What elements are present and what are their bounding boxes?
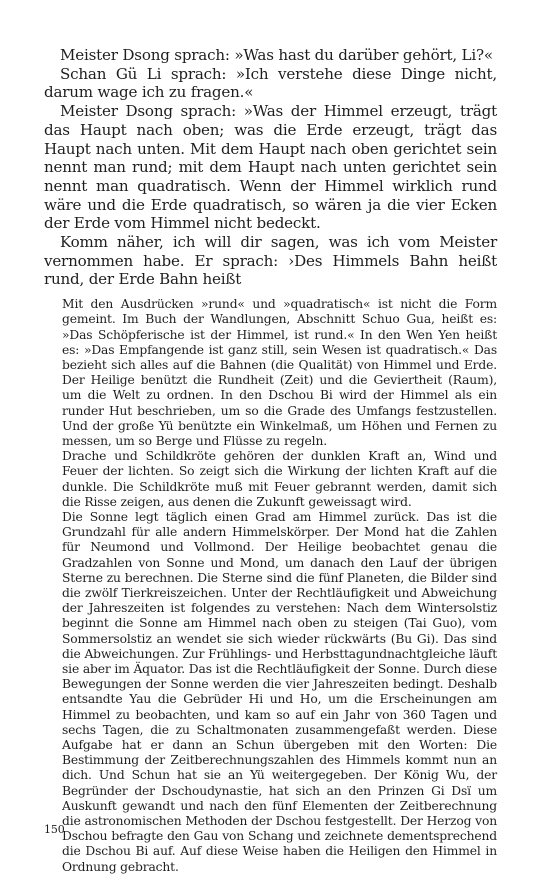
main-text: [44, 46, 497, 289]
main-paragraph: Komm näher, ich will dir sagen, was ich vom Meister vernommen habe. Er sprach: ›Des Himmels Bahn heißt rund, der Erde Bahn heißt: [44, 233, 497, 289]
main-paragraph: Meister Dsong sprach: »Was der Himmel erzeugt, trägt das Haupt nach oben; was die Erde erzeugt, trägt das Haupt nach unten. Mit dem Haupt nach oben gerichtet sein nennt man rund; mit dem Haupt nach unten gerichtet sein nennt man quadratisch. Wenn der Himmel wirklich rund wäre und die Erde quadratisch, so wären ja die vier Ecken der Erde vom Himmel nicht bedeckt.: [44, 102, 497, 233]
note-paragraph: Die Sonne legt täglich einen Grad am Himmel zurück. Das ist die Grundzahl für alle andern Himmelskörper. Der Mond hat die Zahlen für Neumond und Vollmond. Der Heilige beobachtet genau die Gradzahlen von Sonne und Mond, um danach den Lauf der übrigen Sterne zu berechnen. Die Sterne sind die fünf Planeten, die Bilder sind die zwölf Tierkreiszeichen. Unter der Rechtläufigkeit und Abweichung der Jahreszeiten ist folgendes zu verstehen: Nach dem Wintersolstiz beginnt die Sonne am Himmel nach oben zu steigen (Tai Guo), vom Sommersolstiz an wendet sie sich wieder rückwärts (Bu Gi). Das sind die Abweichungen. Zur Frühlings- und Herbsttagundnachtgleiche läuft sie aber im Äquator. Das ist die Rechtläufigkeit der Sonne. Durch diese Bewegungen der Sonne werden die vier Jahreszeiten bedingt. Deshalb entsandte Yau die Gebrüder Hi und Ho, um die Erscheinungen am Himmel zu beobachten, und kam so auf ein Jahr von 360 Tagen und sechs Tagen, die zu Schaltmonaten zusammengefaßt werden. Diese Aufgabe hat er dann an Schun übergeben mit den Worten: Die Bestimmung der Zeitberechnungszahlen des Himmels kommt nun an dich. Und Schun hat sie an Yü weitergegeben. Der König Wu, der Begründer der Dschoudynastie, hat sich an den Prinzen Gi Dsï um Auskunft gewandt und nach den fünf Elementen der Zeitberechnung die astronomischen Methoden der Dschou festgestellt. Der Herzog von Dschou befragte den Gau von Schang und zeichnete dementsprechend die Dschou Bi auf. Auf diese Weise haben die Heiligen den Himmel in Ordnung gebracht.: [62, 509, 497, 874]
note-paragraph: Drache und Schildkröte gehören der dunklen Kraft an, Wind und Feuer der lichten. So zeigt sich die Wirkung der lichten Kraft auf die dunkle. Die Schildkröte muß mit Feuer gebrannt werden, damit sich die Risse zeigen, aus denen die Zukunft geweissagt wird.: [62, 449, 497, 509]
page-number: 150: [44, 823, 65, 836]
main-paragraph: Meister Dsong sprach: »Was hast du darüber gehört, Li?«: [60, 46, 493, 64]
book-page: [44, 46, 497, 875]
main-paragraph: Schan Gü Li sprach: »Ich verstehe diese Dinge nicht, darum wage ich zu fragen.«: [44, 64, 497, 102]
commentary-notes: [62, 297, 497, 875]
note-paragraph: Mit den Ausdrücken »rund« und »quadratisch« ist nicht die Form gemeint. Im Buch der Wandlungen, Abschnitt Schuo Gua, heißt es: »Das Schöpferische ist der Himmel, ist rund.« In den Wen Yen heißt es: »Das Empfangende ist ganz still, sein Wesen ist quadratisch.« Das bezieht sich alles auf die Bahnen (die Qualität) von Himmel und Erde. Der Heilige benützt die Rundheit (Zeit) und die Geviertheit (Raum), um die Welt zu ordnen. In den Dschou Bi wird der Himmel als ein runder Hut beschrieben, um so die Grade des Umfangs festzustellen. Und der große Yü benützte ein Winkelmaß, um Höhen und Fernen zu messen, um so Berge und Flüsse zu regeln.: [62, 297, 497, 448]
